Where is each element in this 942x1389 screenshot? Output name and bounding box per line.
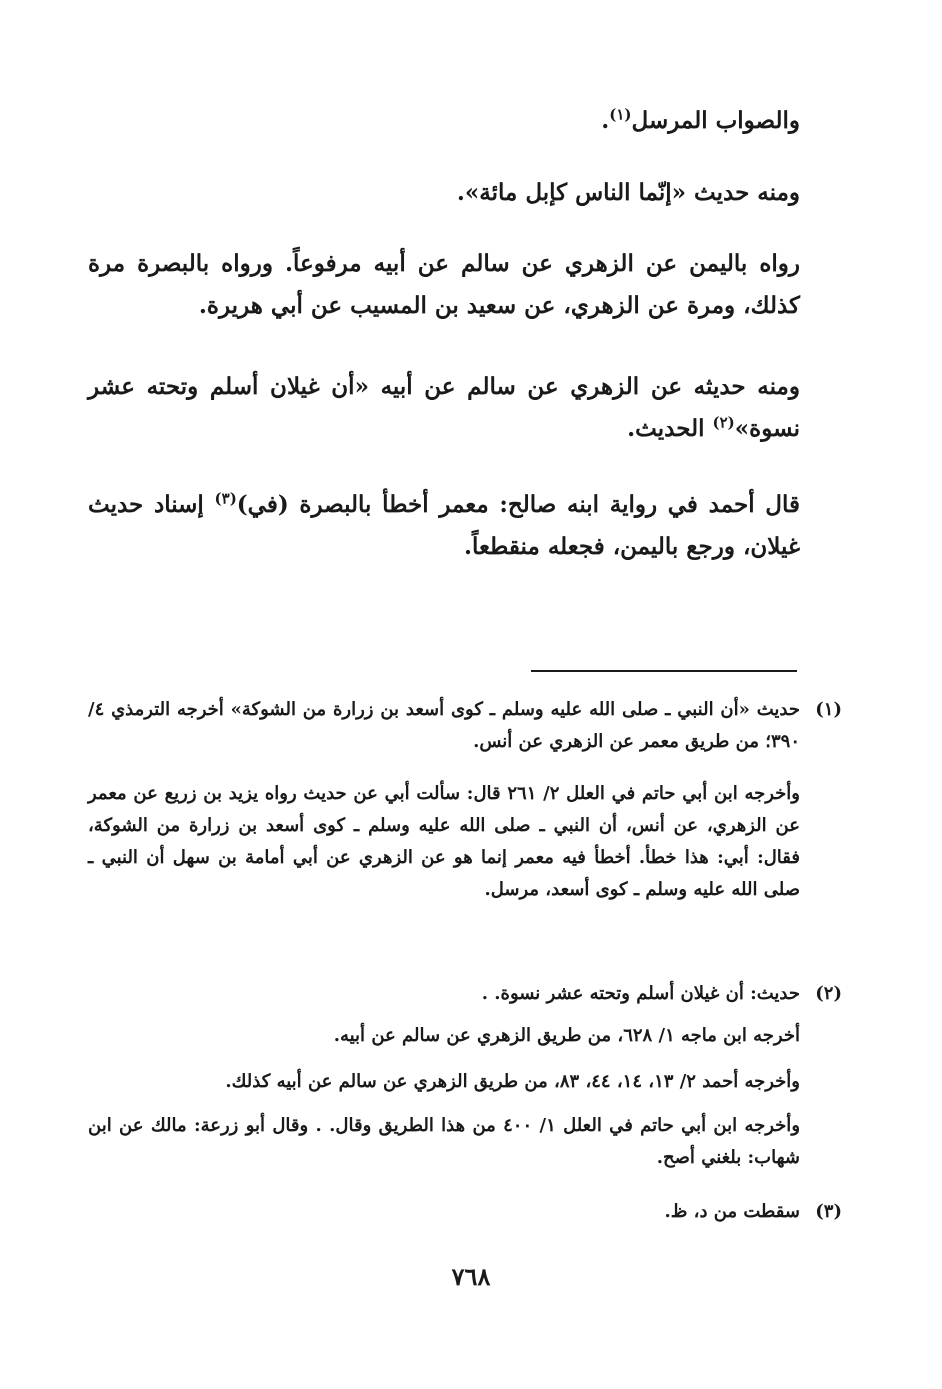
paragraph-hadith-ghaylan [88,366,800,450]
footnote-2-line-ibn-majah: أخرجه ابن ماجه ١/ ٦٢٨، من طريق الزهري عن سالم عن أبيه. [333,1025,800,1046]
footnote-text: حديث «أن النبي ـ صلى الله عليه وسلم ـ كوى أسعد بن زرارة من الشوكة» أخرجه الترمذي ٤/ ٣٩٠؛ من طريق معمر عن الزهري عن أنس. [88,699,800,752]
footnote-text: سقطت من د، ظ. [664,1201,800,1222]
paragraph-text: قال أحمد في رواية ابنه صالح: معمر أخطأ بالبصرة (في) [236,491,800,518]
paragraph-narration-yemen-basra: رواه باليمن عن الزهري عن سالم عن أبيه مرفوعاً. ورواه بالبصرة مرة كذلك، ومرة عن الزهري، عن سعيد بن المسيب عن أبي هريرة. [88,250,800,319]
footnote-separator [531,670,797,672]
footnote-2-line-ahmad: وأخرجه أحمد ٢/ ١٣، ١٤، ٤٤، ٨٣، من طريق الزهري عن سالم عن أبيه كذلك. [225,1071,800,1092]
paragraph-end: . [601,107,610,134]
footnote-1 [88,694,842,758]
paragraph-end: الحديث. [627,415,713,442]
footnote-ref-1: (١) [609,105,632,124]
footnote-text: حديث: أن غيلان أسلم وتحته عشر نسوة. . [481,983,800,1004]
paragraph-correct-mursal [88,100,800,142]
paragraph-text: والصواب المرسل [631,107,800,134]
footnote-2 [88,978,842,1010]
footnote-2-line-ibn-abi-hatim: وأخرجه ابن أبي حاتم في العلل ١/ ٤٠٠ من هذا الطريق وقال. . وقال أبو زرعة: مالك عن ابن شهاب: بلغني أصح. [88,1115,801,1168]
footnote-number: (٣) [815,1201,842,1222]
paragraph-end: إسناد حديث غيلان، ورجع باليمن، فجعله منقطعاً. [88,491,800,560]
page-number: ٧٦٨ [451,1262,491,1291]
footnote-ref-3: (٣) [214,489,237,508]
paragraph-text: ومنه حديثه عن الزهري عن سالم عن أبيه «أن غيلان أسلم وتحته عشر نسوة» [88,373,800,442]
footnote-number: (١) [815,699,842,720]
footnote-ref-2: (٢) [712,413,735,432]
footnote-number: (٢) [815,983,842,1004]
paragraph-ahmad-quote [88,484,800,568]
footnote-3 [88,1196,842,1228]
footnote-1-continuation: وأخرجه ابن أبي حاتم في العلل ٢/ ٢٦١ قال: سألت أبي عن حديث رواه يزيد بن زريع عن معمر عن الزهري، عن أنس، أن النبي ـ صلى الله عليه وسلم ـ كوى أسعد بن زرارة من الشوكة، فقال: أبي: هذا خطأ. أخطأ فيه معمر إنما هو عن الزهري عن أبي أمامة بن سهل أن النبي ـ صلى الله عليه وسلم ـ كوى أسعد، مرسل. [88,783,800,900]
paragraph-hadith-ibil: ومنه حديث «إنّما الناس كإبل مائة». [456,179,800,206]
